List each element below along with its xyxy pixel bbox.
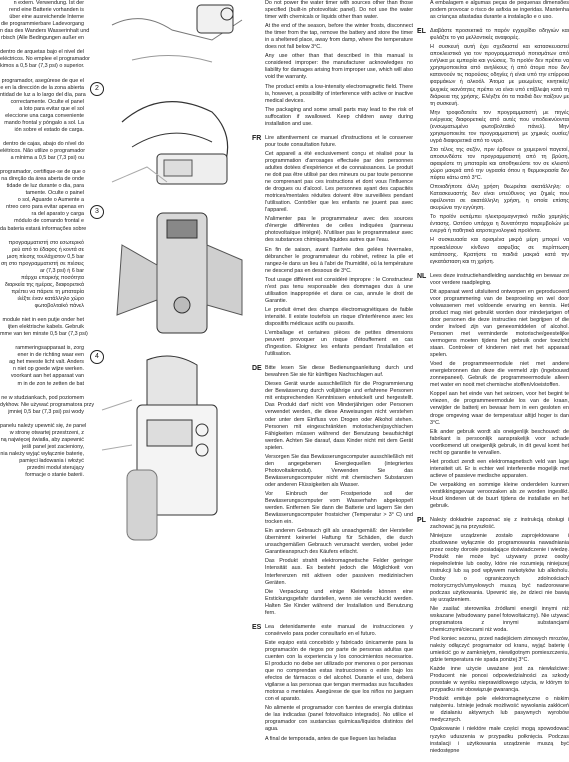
language-section — [265, 0, 413, 135]
paragraph: At the end of the season, before the winter frosts, disconnect the timer from the tap, remove the battery and store the timer in a sheltered place, away from damp, where the temperature does not fall below 3°C. — [265, 23, 413, 51]
left-fragment-line — [0, 233, 84, 240]
left-fragment-line: ntidad de luz a lo largo del día, para — [0, 91, 86, 98]
language-code: FR — [252, 134, 262, 142]
left-fragment-line: tidade de luz durante o dia, para — [6, 183, 84, 190]
left-fragment-line: πρέπει να πάρετε τη μπαταρία — [11, 288, 84, 295]
left-fragment-line: ar (7,3 psi) ή 6 bar — [39, 267, 84, 274]
left-fragment-line: ιλέξτε έναν κατάλληλο χώρο — [17, 295, 84, 302]
left-fragment-line: ną najwięcej światła, aby zapewnić — [0, 436, 84, 443]
left-fragment-line: ntreo cero para evitar apenas en — [6, 204, 84, 211]
language-section — [417, 517, 569, 762]
paragraph: Η συσκευή αυτή έχει σχεδιαστεί και κατασκευαστεί αποκλειστικά για τον προγραμματισμό ποτισμάτων από ενήλικα με εμπειρία και γνώσεις. Το προϊόν δεν πρέπει να χρησιμοποιείται από ανηλίκους ή από άτομα που δεν κατανοούν τις παρούσες οδηγίες ή είναι υπό την επίρροια φαρμάκων ή αλκοόλ. Άτομα με μειωμένες κινητικές/ψυχικές ικανότητες πρέπει να είναι υπό επίβλεψη κατά τη διάρκεια της χρήσης. Ελέγξτε ότι τα παιδιά δεν παίζουν με τη συσκευή. — [430, 44, 569, 107]
paragraph: Ein anderen Gebrauch gilt als unsachgemäß: der Hersteller übernimmt keinerlei Haftung für Schäden, die durch unsachgemäßen Gebrauch verursacht werden, wobei jeder Garantieanspruch des Käufers erlischt. — [265, 528, 413, 556]
step-number-2: 2 — [90, 82, 104, 96]
left-fragment-line: πάρχει επαρκής ποσότητα — [21, 274, 84, 281]
language-section — [417, 272, 569, 518]
left-fragment-line: προγραμματιστή στο εσωτερικό — [8, 239, 84, 246]
language-code: NL — [417, 272, 427, 280]
right-text-column — [417, 0, 569, 762]
illustration-step-1 — [102, 0, 252, 80]
paragraph: The product emits a low-intensity electromagnetic field. There is, however, a possibility of interference with active or inactive medical devices. — [265, 83, 413, 104]
paragraph: Pod koniec sezonu, przed nadejściem zimowych mrozów, należy odłączyć programator od kranu, wyjąć baterię i umieścić go w zamkniętym, niewilgotnym pomieszczeniu, gdzie temperatura nie spada poniżej 3°C. — [430, 635, 569, 664]
paragraph: A final de temporada, antes de que lleguen las heladas — [265, 735, 397, 742]
left-fragment-line: mando frontal y póngalo a sol. La — [4, 119, 84, 126]
left-fragment-line — [0, 388, 84, 395]
left-fragment-line: tamente. Oculte o painel — [25, 190, 84, 197]
left-fragment-line: φωτοβολταϊκό πάνελ — [34, 303, 84, 310]
paragraph: Dieses Gerät wurde ausschließlich für die Programmierung der Bewässerung durch volljährige und erfahrene Personen mit entsprechenden Kenntnissen entwickelt und hergestellt. Das Produkt darf nicht von Minderjährigen oder Personen verwendet werden, die diese Anweisungen nicht verstehen oder unter dem Einfluss von Drogen oder Alkohol stehen. Personen mit eingeschränkten motorischen/psychischen Fähigkeiten müssen während der Benutzung beaufsichtigt werden. Achten Sie darauf, dass Kinder nicht mit dem Gerät spielen. — [265, 381, 413, 451]
left-fragment-line: διαρκεία της ημέρας, διαφορετικά — [4, 281, 84, 288]
left-fragment-line: panelu należy upewnić się, że panel — [0, 422, 87, 429]
paragraph: Versorgen Sie das Bewässerungscomputer ausschließlich mit den angegebenen Energiequellen (integriertes Photovoltaikmodul). Verwenden Sie das Bewässerungscomputer nicht mit chemischen Substanzen oder anderen Flüssigkeiten als Wasser. — [265, 453, 413, 488]
left-fragment-line — [0, 338, 84, 345]
left-fragment-line: elétricos. Não utilize o programador — [0, 147, 86, 154]
left-fragment-line: m in de zon te zetten de bat — [17, 380, 84, 387]
left-fragment-line: ne w studziankach, pod poziomem — [1, 394, 84, 401]
left-fragment-line — [0, 134, 84, 141]
left-fragment-line — [0, 70, 84, 77]
left-fragment-line: na direção da área aberta de onde — [1, 176, 84, 183]
step-number-4: 4 — [90, 350, 104, 364]
left-fragment-line: rend eine Batterie vorhanden is — [9, 7, 84, 14]
left-fragment-line: dykhow. Nie używać programatora przy — [0, 401, 95, 408]
paragraph: Lire attentivement ce manuel d'instructions et le conserver pour toute consultation future. — [265, 134, 413, 148]
paragraph: N'alimenter pas le programmateur avec des sources d'énergie différentes de celles indiquées (panneau photovoltaïque intégré). N'utiliser pas le programmateur avec des substances chimiques/liquides autres que l'eau. — [265, 216, 413, 244]
paragraph: Voed de programmeermodule niet met andere energiebronnen dan deze die vermeld zijn (ingebouwd zonnepaneel). Gebruik de programmeermodule alleen met water en nooit met chemische stoffen/vloeistoffen. — [430, 361, 569, 389]
left-fragment-line: μιση πίεσης τουλάχιστον 0,5 bar — [7, 253, 84, 260]
paragraph: De verpakking en sommige kleine onderdelen kunnen verstikkingsgevaar veroorzaken als ze worden ingeslikt. Houd kinderen uit de buurt tijdens de installatie en het gebruik. — [430, 481, 569, 510]
left-fragment-line: rbisch (Alle Bedingungen außer en — [0, 35, 84, 42]
paragraph: Οποιαδήποτε άλλη χρήση θεωρείται ακατάλληλη: ο Κατασκευαστής δεν είναι υπεύθυνος για ζημιές που οφείλονται σε ακατάλληλη χρήση, η οποία επίσης ακυρώνει την εγγύηση. — [430, 184, 569, 212]
left-fragment-line: über eine ausreichende Interne — [9, 14, 84, 21]
paragraph: Μην τροφοδοτείτε τον προγραμματιστή με πηγές ενέργειας διαφορετικές από αυτές που υποδεικνύονται (ενσωματωμένο φωτοβολταϊκό πάνελ). Μην χρησιμοποιείτε τον προγραμματιστή με χημικές ουσίες/υγρά διαφορετικά από το νερό. — [430, 109, 569, 144]
middle-text-column — [252, 0, 413, 750]
language-code: DE — [252, 365, 262, 373]
left-fragment-line: correctamente. Oculte el panel — [10, 98, 84, 105]
paragraph: Cet appareil a été exclusivement conçu et réalisé pour la programmation d'arrosages effectuée par des personnes adultes dotées d'expérience et de connaissances. Le produit ne doit pas être utilisé par des mineurs ou par toute personne ne comprenant pas ces instructions et dont vous l'influence de drogues ou d'alcool. Les personnes ayant des capacités motrices/mentales réduites doivent être surveillées pendant l'utilisation. Contrôler que les enfants ne jouent pas avec l'appareil. — [265, 150, 413, 214]
language-section — [252, 623, 413, 750]
language-section — [252, 134, 413, 365]
left-fragment-line: ión sobre el estado de carga. — [14, 126, 84, 133]
left-fragment-line: a mínima a 0,5 bar (7,3 psi) ou — [10, 155, 84, 162]
paragraph: Vor Einbruch der Frostperiode soll der Bewässerungscomputer vom Wasserhahn abgekoppelt werden. Entfernen Sie dann die Batterie und lagern Sie den Bewässerungscomputer frostsicher (Temperatur > 3° C) und trocken ein. — [265, 491, 413, 526]
language-section — [252, 365, 413, 624]
paragraph: A embalagem e algumas peças de pequenas dimensões podem provocar o risco de asfixia se ingeridas. Mantenha as crianças afastadas durante a instalação e o uso. — [430, 0, 569, 21]
left-fragment-line: jmniej 0,5 bar (7,3 psi) psi wody — [8, 408, 84, 415]
left-fragment-line: rammeringsapparaat is, zorg — [15, 345, 84, 352]
paragraph: Στο τέλος της σεζόν, πριν έρθουν οι χειμερινοί παγετοί, αποσυνδέστε τον προγραμματιστή από τη βρύση, αφαιρέστε τη μπαταρία και αποθηκεύστε τον σε κλειστό χώρο μακριά από την υγρασία όπου η θερμοκρασία δεν πέφτει κάτω από 3°C. — [430, 146, 569, 182]
paragraph: Lea detenidamente este manual de instrucciones y consérvelo para poder consultarlo en el futuro. — [265, 623, 413, 637]
left-fragment-line: dentro de arquetas bajo el nivel del — [0, 49, 84, 56]
paragraph: The packaging and some small parts may lead to the risk of suffocation if swallowed. Keep children away during installation and use. — [265, 106, 413, 127]
paragraph: Dit apparaat werd uitsluitend ontworpen en geproduceerd voor programmering van de besproeiing en wel door volwassenen met voldoende ervaring en kennis. Het product mag niet gebruikt worden door minderjarigen of door personen die deze instructies niet begrijpen of die onder invloed zijn van geneesmiddelen of alcohol. Personen met verminderde motorische/geestelijke vermogens moeten tijdens het gebruik onder toezicht staan. Controleer of kinderen niet met het apparaat spelen. — [430, 288, 569, 359]
left-fragment-line: voorkant aan het apparaat van — [10, 373, 84, 380]
paragraph: Das Produkt strahlt elektromagnetische Felder geringer Intensität aus. Es besteht jedoch die Möglichkeit von Interferenzen mit aktiven oder passiven medizinischen Geräten. — [265, 558, 413, 586]
left-fragment-line: w stronę otwartej przestrzeni, z — [9, 429, 84, 436]
left-fragment-line: ener in de richting waar een — [17, 352, 84, 359]
paragraph: L'emballage et certaines pièces de petites dimensions peuvent provoquer un risque d'étouffement en cas d'ingestion. Éloignez les enfants pendant l'installation et l'utilisation. — [265, 330, 413, 358]
left-fragment-line: módulo de comando frontal e — [14, 218, 84, 225]
paragraph: Koppel aan het einde van het seizoen, voor het begint te vriezen, de programmeermodule los van de kraan, verwijder de batterij en bewaar hem in een gesloten en droge omgeving waar de temperatuur altijd hoger is dan 3°C. — [430, 391, 569, 426]
left-fragment-line: eléctricos. No emplee el programador — [0, 56, 90, 63]
paragraph: Το προϊόν εκπέμπει ηλεκτρομαγνητικό πεδίο χαμηλής έντασης. Ωστόσο υπάρχει η δυνατότητα παρεμβολών με ενεργά ή παθητικά ιατροτεχνολογικά προϊόντα. — [430, 214, 569, 235]
paragraph: Le produit émet des champs électromagnétiques de faible intensité. Il existe toutefois un risque d'interférence avec les dispositifs médicaux actifs ou passifs. — [265, 306, 413, 327]
left-fragment-line: n niet op goede wijze werken. — [12, 366, 84, 373]
left-fragment-line: ση στο προγραμματιστή σε πιέσεις — [0, 260, 84, 267]
language-section — [430, 0, 569, 28]
left-cropped-text-column — [0, 0, 95, 582]
left-fragment-line — [0, 42, 84, 49]
paragraph: Nie zasilać sterownika źródłami energii innymi niż wskazane (wbudowany panel fotowoltaiczny). Nie używać programatora z innymi substancjami chemicznymi/cieczami niż woda. — [430, 605, 569, 633]
language-section — [417, 28, 569, 273]
language-code: PL — [417, 517, 426, 525]
left-fragment-line: formacje o stanie baterii. — [25, 472, 84, 479]
left-fragment-line: o sol, Aguarde o Aumente a — [17, 197, 84, 204]
paragraph: Tout usage différent est considéré impropre : le Constructeur n'est pas tenu responsable des dommages dus à une utilisation inappropriée et dans ce cas, annule le droit de Garantie. — [265, 276, 413, 304]
left-fragment-line: die programmierbare Ladevorgang — [0, 21, 84, 28]
left-fragment-line — [0, 416, 84, 423]
left-fragment-line: eleccione una carga conveniente — [5, 112, 84, 119]
left-fragment-line: a loto para evitar que el sol — [19, 105, 84, 112]
language-code: ES — [252, 623, 262, 631]
paragraph: Lees deze instructiehandleiding aandachtig en bewaar ze voor verdere raadpleging. — [430, 272, 569, 286]
illustration-step-3 — [102, 205, 252, 345]
paragraph: No alimente el programador con fuentes de energía distintas de las indicadas (panel fotovoltaico integrado). No utilice el programador con sustancias químicas/líquidos distintos del agua. — [265, 705, 413, 733]
left-fragment-line: pamięci ładowania i włożyć — [19, 458, 84, 465]
paragraph: Elk ander gebruik wordt als oneigenlijk beschouwd: de fabrikant is persoonlijk aansprakelijk voor schade voortkomend uit oneigenlijk gebruik, in dit geval komt het recht op garantie te vervallen. — [430, 428, 569, 456]
left-fragment-line: programador, asegúrese de que el — [1, 77, 84, 84]
left-fragment-line: kimos a 0,5 bar (7,3 psi) o superior. — [0, 63, 85, 70]
left-fragment-line: nia należy wyjąć wyłącznie baterię, — [0, 451, 84, 457]
paragraph: Niniejsze urządzenie zostało zaprojektowane i zbudowane wyłącznie do programowania nawadniania przez osoby dorosłe posiadające doświadczenie i wiedzę. Produkt nie może być używany przez osoby niepełnoletnie lub osoby, które nie rozumieją niniejszej instrukcji lub są pod wpływem narkotyków lub alkoholu. Osoby o ograniczonych zdolnościach motorycznych/umysłowych muszą być nadzorowane podczas użytkowania. Upewnić się, że dzieci nie bawią się urządzeniem. — [430, 533, 569, 603]
paragraph: Het product zendt een elektromagnetisch veld van lage intensiteit uit. Er is echter wel interferentie mogelijk met actieve of passieve medische apparaten. — [430, 458, 569, 479]
paragraph: Każde inne użycie uważane jest za niewłaściwe: Producent nie ponosi odpowiedzialności za szkody powstałe w wyniku nieprawidłowego użycia, w którym to przypadku nie obowiązuje gwarancja. — [430, 666, 569, 694]
left-fragment-line: ρεύ από το έδαφος ή κοντά σε — [11, 246, 84, 253]
paragraph: Die Verpackung und einige Kleinteile können eine Erstickungsgefahr darstellen, wenn sie verschluckt werden. Halten Sie Kinder während der Installation und Benutzung fern. — [265, 588, 413, 616]
paragraph: Należy dokładnie zapoznać się z instrukcją obsługi i zachować ją na przyszłość. — [430, 517, 569, 531]
paragraph: Διαβάστε προσεκτικά το παρόν εγχειρίδιο οδηγιών και φυλάξτε το για μελλοντικές αναφορές. — [430, 28, 569, 42]
left-fragment-line: ijten elektrische kabels. Gebruik — [7, 324, 84, 331]
left-fragment-line: programador, certifique-se de que o — [0, 169, 86, 176]
paragraph: En fin de saison, avant l'arrivée des gelées hivernales, débrancher le programmateur du robinet, retirez la pile et rangez-le dans un lieu à l'abri de l'humidité, où la température ne descend pas en dessous de 3°C. — [265, 246, 413, 274]
left-fragment-line: przedni moduł sterujący — [27, 465, 84, 472]
illustration-step-4 — [102, 350, 252, 582]
left-fragment-line: n extern. Verwendung. Ist der — [13, 0, 84, 6]
left-fragment-line: module niet in een putje onder het — [2, 317, 84, 324]
left-fragment-line: e en la dirección de la zona abierta — [0, 84, 84, 91]
step-number-3: 3 — [90, 205, 104, 219]
left-fragment-line: ag het meeste licht valt. Anders — [9, 359, 84, 366]
paragraph: Η συσκευασία και ορισμένα μικρά μέρη μπορεί να προκαλέσουν κίνδυνο ασφυξίας σε περίπτωση κατάποσης. Κρατήστε τα παιδιά μακριά κατά την εγκατάσταση και τη χρήση. — [430, 237, 569, 265]
paragraph: Do not power the water timer with sources other than those specified (built-in photovoltaic panel). Do not use the water timer with chemicals or liquids other than water. — [265, 0, 413, 21]
left-fragment-line — [0, 162, 84, 169]
paragraph: Produkt emituje pole elektromagnetyczne o niskim natężeniu. Istnieje jednak możliwość wywołania zakłóceń w działaniu aktywnych lub pasywnych wyrobów medycznych. — [430, 696, 569, 724]
language-code: EL — [417, 28, 426, 36]
paragraph: Este equipo está concebido y fabricado únicamente para la programación de riegos por parte de personas adultas que cuenten con la experiencia y los conocimientos necesarios. El producto no debe ser utilizado por menores o por personas que no comprendan estas instrucciones o estén bajo los efectos de fármacos o del alcohol. Durante el uso, deberá vigilarse a las personas que tengan mermadas sus facultades motoras o mentales. Asegúrese de que los niños no jueguen con el aparato. — [265, 639, 413, 703]
paragraph: Opakowanie i niektóre małe części mogą spowodować ryzyko uduszenia w przypadku połknięcia. Podczas instalacji i użytkowania urządzenie muszą być niedostępne — [430, 726, 569, 754]
left-fragment-line: jeśli panel jest zacieniony, — [22, 443, 84, 450]
left-fragment-line: dentro de cajas, abajo do nível do — [3, 140, 84, 147]
paragraph: Any use other than that described in this manual is considered improper: the manufacturer acknowledges no liability for damages arising from improper use, which will also void the warranty. — [265, 53, 413, 81]
left-fragment-line: ra del aparato y carga — [31, 211, 84, 218]
paragraph: Bitte lesen Sie diese Bedienungsanleitung durch und bewahren Sie sie für künftiges Nachschlagen auf. — [265, 365, 413, 379]
left-fragment-line: mme van ten minste 0,5 bar (7,3 psi) — [0, 331, 88, 338]
illustration-step-2 — [102, 82, 252, 200]
left-fragment-line: da bateria estará informações sobre — [0, 225, 87, 232]
left-fragment-line: n das des Wanders Wasserinhalt und — [0, 28, 90, 35]
left-fragment-line — [0, 310, 84, 317]
